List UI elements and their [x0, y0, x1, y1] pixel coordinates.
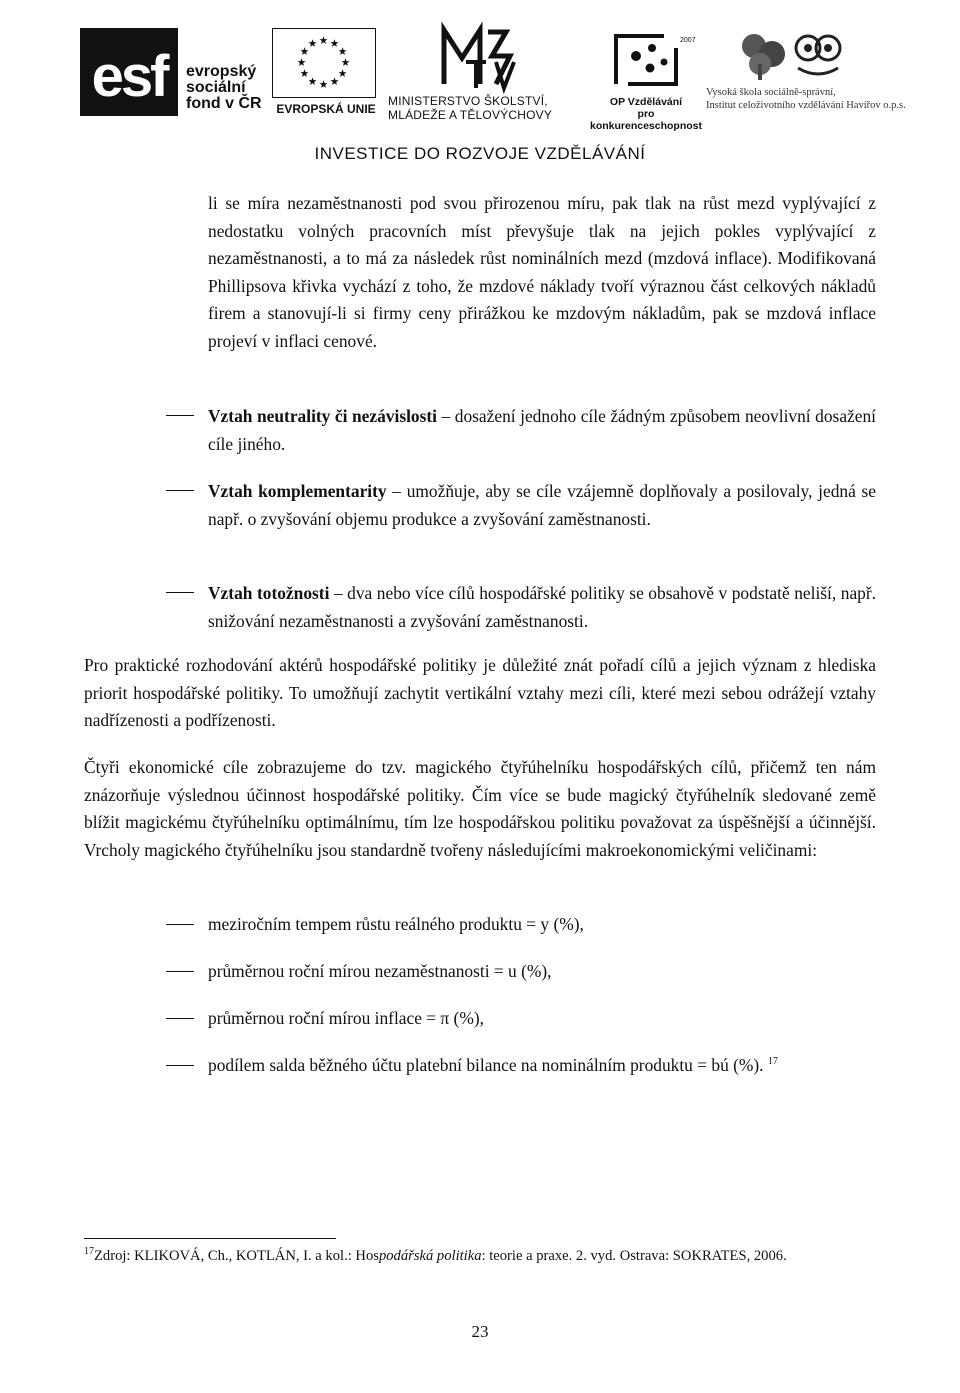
relation-term: Vztah komplementarity	[208, 481, 387, 501]
eu-star	[298, 58, 306, 66]
quantity-current-account	[208, 1052, 876, 1080]
eu-star	[320, 80, 328, 88]
esf-logo-letters: esf	[91, 44, 167, 109]
paragraph-priorities: Pro praktické rozhodování aktérů hospodářské politiky je důležité znát pořadí cílů a jejich význam z hlediska priorit hospodářské politiky. To umožňují zachytit vertikální vztahy mezi cíli, které mezi sebou odrážejí vztahy nadřízenosti a podřízenosti.	[84, 655, 876, 731]
eu-star	[320, 36, 328, 44]
vsss-caption	[706, 86, 916, 112]
eu-star	[309, 39, 317, 47]
esf-line-1: evropský	[186, 63, 257, 80]
footnote-reference[interactable]: 17	[767, 1056, 778, 1068]
footnote-separator	[84, 1238, 336, 1239]
relation-term: Vztah totožnosti	[208, 583, 330, 603]
quantity-growth: meziročním tempem růstu reálného produktu = y (%),	[208, 914, 584, 934]
vs-line-2: Institut celoživotního vzdělávání Havířov o.p.s.	[706, 100, 906, 111]
eu-logo-caption: EVROPSKÁ UNIE	[276, 102, 376, 116]
quantity-inflation: průměrnou roční mírou inflace = π (%),	[208, 1008, 484, 1028]
eu-star	[309, 77, 317, 85]
vs-line-1: Vysoká škola sociálně-správní,	[706, 87, 836, 98]
msmt-line-1: MINISTERSTVO ŠKOLSTVÍ,	[388, 94, 548, 108]
relation-text: – dva nebo více cílů hospodářské politiky se obsahově v podstatě neliší, např. snižování nezaměstnanosti a zvyšování zaměstnanosti.	[208, 583, 877, 631]
relation-complementarity	[208, 478, 876, 533]
esf-line-3: fond v ČR	[186, 95, 262, 112]
footnote-suffix: : teorie a praxe. 2. vyd. Ostrava: SOKRATES, 2006.	[481, 1248, 787, 1264]
eu-star	[339, 69, 347, 77]
msmt-logo-caption	[388, 94, 578, 122]
paragraph-phillips: li se míra nezaměstnanosti pod svou přirozenou míru, pak tlak na růst mezd vyplývající z nedostatku volných pracovních míst převyšuje tlak na jejich pokles vyplývající z nezaměstnanosti, a to má za následek růst nominálních mezd (mzdová inflace). Modifikovaná Phillipsova křivka vychází z toho, že mzdové náklady tvoří výraznou část celkových nákladů firem a stanovují-li si firmy ceny přirážkou ke mzdovým nákladům, pak se mzdová inflace projeví v inflaci cenové.	[208, 193, 876, 351]
footnote-number: 17	[84, 1246, 94, 1258]
msmt-line-2: MLÁDEŽE A TĚLOVÝCHOVY	[388, 108, 553, 122]
op-line-1: OP Vzdělávání	[609, 96, 683, 108]
paragraph-magic-quadrangle: Čtyři ekonomické cíle zobrazujeme do tzv. magického čtyřúhelníku hospodářských cílů, přičemž ten nám znázorňuje výslednou účinnost hospodářské politiky. Čím více se bude magický čtyřúhelník sledované země blížit magickému čtyřúhelníku optimálnímu, tím lze hospodářskou politiku považovat za úspěšnější a účinnější. Vrcholy magického čtyřúhelníku jsou standardně tvořeny následujícími makroekonomickými veličinami:	[84, 757, 876, 860]
page-header	[0, 0, 960, 175]
eu-star	[300, 69, 308, 77]
relation-identity	[208, 580, 876, 635]
op-vk-logo	[582, 26, 710, 132]
list-dash	[166, 490, 194, 491]
esf-line-2: sociální	[186, 79, 246, 96]
owl-tree-icon	[734, 28, 854, 80]
eu-logo	[272, 28, 380, 118]
list-dash	[166, 415, 194, 416]
esf-logo	[80, 28, 270, 116]
eu-star	[342, 58, 350, 66]
footnote	[84, 1246, 876, 1267]
vsss-logo	[706, 28, 916, 118]
eu-flag-icon	[272, 28, 376, 98]
msmt-monogram-icon	[436, 22, 526, 92]
list-dash	[166, 971, 194, 972]
page-number: 23	[471, 1322, 489, 1341]
list-dash	[166, 1065, 194, 1066]
msmt-logo	[388, 22, 578, 122]
esf-logo-block	[80, 28, 178, 116]
header-banner: INVESTICE DO ROZVOJE VZDĚLÁVÁNÍ	[314, 144, 646, 163]
footnote-prefix: Zdroj: KLIKOVÁ, Ch., KOTLÁN, I. a kol.: Hos	[94, 1248, 379, 1264]
quantity-text: podílem salda běžného účtu platební bilance na nominálním produktu = bú (%).	[208, 1055, 764, 1075]
eu-star	[331, 77, 339, 85]
quantity-unemployment: průměrnou roční mírou nezaměstnanosti = u (%),	[208, 961, 552, 981]
relation-neutrality	[208, 403, 876, 458]
relation-text: – dosažení jednoho cíle žádným způsobem neovlivní dosažení cíle jiného.	[208, 406, 877, 454]
eu-star	[300, 47, 308, 55]
relation-text: – umožňuje, aby se cíle vzájemně doplňovaly a posilovaly, jedná se např. o zvyšování objemu produkce a zvyšování zaměstnanosti.	[208, 481, 876, 529]
eu-star	[339, 47, 347, 55]
footnote-title: podářská politika	[378, 1248, 482, 1264]
svg-text:2007: 2007	[680, 37, 696, 44]
op-vk-caption	[582, 96, 710, 132]
list-dash	[166, 592, 194, 593]
list-dash	[166, 1018, 194, 1019]
op-vk-mark-icon	[606, 26, 696, 94]
op-line-2: pro konkurenceschopnost	[589, 108, 703, 132]
list-dash	[166, 924, 194, 925]
relation-term: Vztah neutrality či nezávislosti	[208, 406, 438, 426]
eu-star	[331, 39, 339, 47]
esf-logo-text	[186, 64, 262, 112]
